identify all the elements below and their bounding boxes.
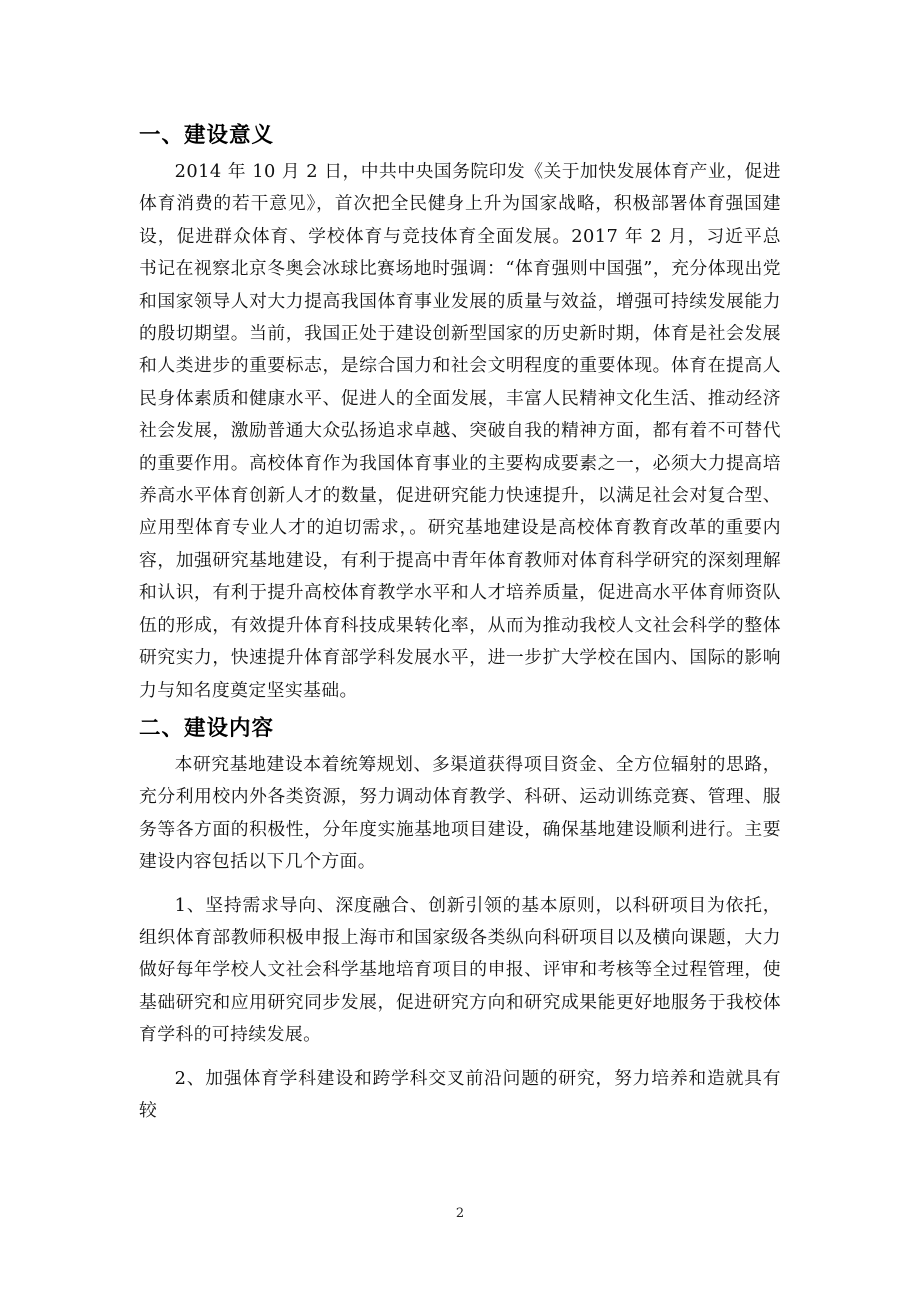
page-number: 2 — [455, 1206, 465, 1221]
page-body — [139, 120, 781, 1127]
significance-paragraph: 2014 年 10 月 2 日，中共中央国务院印发《关于加快发展体育产业，促进体育消费的若干意见》，首次把全民健身上升为国家战略，积极部署体育强国建设，促进群众体育、学校体育与竞技体育全面发展。2017 年 2 月，习近平总书记在视察北京冬奥会冰球比赛场地时强调：“体育强则中国强”，充分体现出党和国家领导人对大力提高我国体育事业发展的质量与效益，增强可持续发展能力的殷切期望。当前，我国正处于建设创新型国家的历史新时期，体育是社会发展和人类进步的重要标志，是综合国力和社会文明程度的重要体现。体育在提高人民身体素质和健康水平、促进人的全面发展，丰富人民精神文化生活、推动经济社会发展，激励普通大众弘扬追求卓越、突破自我的精神方面，都有着不可替代的重要作用。高校体育作为我国体育事业的主要构成要素之一，必须大力提高培养高水平体育创新人才的数量，促进研究能力快速提升，以满足社会对复合型、应用型体育专业人才的迫切需求，。研究基地建设是高校体育教育改革的重要内容，加强研究基地建设，有利于提高中青年体育教师对体育科学研究的深刻理解和认识，有利于提升高校体育教学水平和人才培养质量，促进高水平体育师资队伍的形成，有效提升体育科技成果转化率，从而为推动我校人文社会科学的整体研究实力，快速提升体育部学科发展水平，进一步扩大学校在国内、国际的影响力与知名度奠定坚实基础。 — [139, 161, 781, 701]
content-item-1: 1、坚持需求导向、深度融合、创新引领的基本原则，以科研项目为依托，组织体育部教师积极申报上海市和国家级各类纵向科研项目以及横向课题，大力做好每年学校人文社会科学基地培育项目的申报、评审和考核等全过程管理，使基础研究和应用研究同步发展，促进研究方向和研究成果能更好地服务于我校体育学科的可持续发展。 — [139, 894, 781, 1046]
section-heading-content: 二、建设内容 — [139, 715, 275, 741]
content-intro-paragraph: 本研究基地建设本着统筹规划、多渠道获得项目资金、全方位辐射的思路，充分利用校内外各类资源，努力调动体育教学、科研、运动训练竞赛、管理、服务等各方面的积极性，分年度实施基地项目建设，确保基地建设顺利进行。主要建设内容包括以下几个方面。 — [139, 753, 781, 873]
section-heading-significance: 一、建设意义 — [139, 123, 275, 148]
content-item-2: 2、加强体育学科建设和跨学科交叉前沿问题的研究，努力培养和造就具有较 — [139, 1067, 781, 1121]
